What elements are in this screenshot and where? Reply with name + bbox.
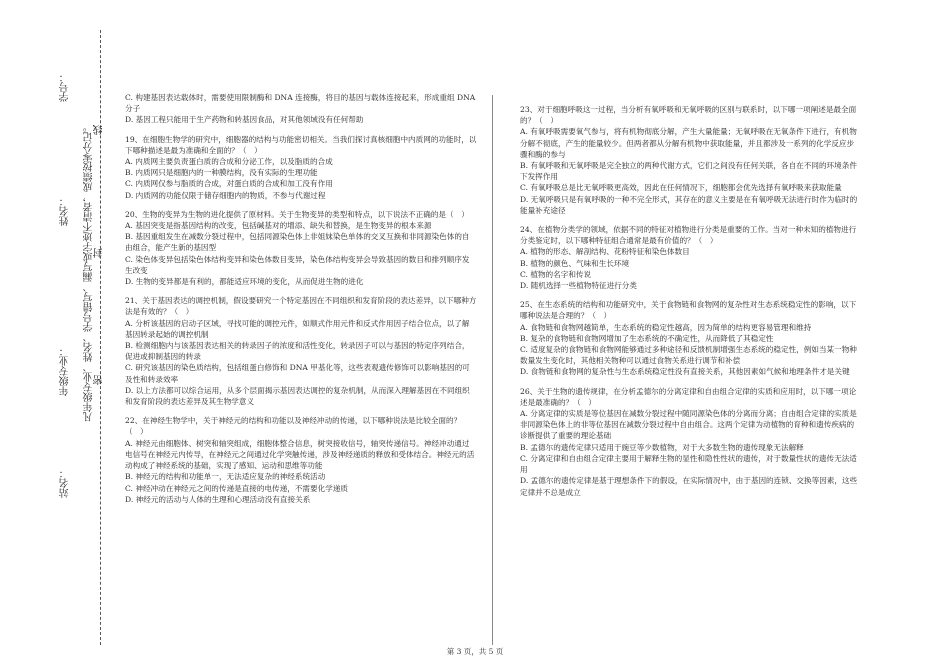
q19-stem: 19、在细胞生物学的研究中，细胞器的结构与功能密切相关。当我们探讨真核细胞中内质网的功能时，以下哪种描述是最为准确和全面的？（ ） [125,134,477,155]
q26-option-d: D. 孟德尔的遗传定律是基于理想条件下的假设，在实际情况中，由于基因的连锁、交换等因素，这些定律并不总是成立 [520,476,858,497]
q20-option-a: A. 基因突变是指基因结构的改变，包括碱基对的增添、缺失和替换，是生物变异的根本来源 [125,221,432,231]
q26-option-a: A. 分离定律的实质是等位基因在减数分裂过程中随同源染色体的分离而分离；自由组合定律的实质是非同源染色体上的非等位基因在减数分裂过程中自由组合。这两个定律为动植物的育种和遗传疾病的诊断提供了重要的理论基础 [520,409,857,441]
label-xingming: 姓名： [60,196,71,226]
question-19 [125,134,477,201]
q25-option-d: D. 食物链和食物网的复杂性与生态系统稳定性没有直接关系，其他因素如气候和地理条件才是关键 [520,367,850,377]
q22-option-d: D. 神经元的活动与人体的生理和心理活动没有直接关系 [125,494,311,504]
q21-stem: 21、关于基因表达的调控机制，假设要研究一个特定基因在不同组织和发育阶段的表达差异，以下哪种方法是有效的？（ ） [125,296,477,317]
q20-option-b: B. 基因重组发生在减数分裂过程中，包括同源染色体上非姐妹染色单体的交叉互换和非同源染色体的自由组合，能产生新的基因型 [125,232,470,253]
q24-option-b: B. 植物的颜色、气味和生长环境 [520,258,630,268]
q22-option-b: B. 神经元的结构和功能单一，无法适应复杂的神经系统活动 [125,472,326,482]
q23-option-c: C. 有氧呼吸总是比无氧呼吸更高效，因此在任何情况下，细胞都会优先选择有氧呼吸来获取能量 [520,183,842,193]
q18-option-d: D. 基因工程只能用于生产药物和转基因食品，对其他领域没有任何帮助 [125,115,364,125]
q19-option-c: C. 内质网仅参与脂质的合成，对蛋白质的合成和加工没有作用 [125,179,333,189]
question-25 [520,299,860,377]
label-banji: 年级专业： [60,346,71,396]
question-22 [125,415,477,505]
question-20 [125,209,477,287]
q26-stem: 26、关于生物的遗传规律，在分析孟德尔的分离定律和自由组合定律的实质和应用时，以下哪一项论述是最准确的？（ ） [520,386,857,407]
q23-option-d: D. 无氧呼吸只是有氧呼吸的一种不完全形式，其存在的意义主要是在有氧呼吸无法进行时作为临时的能量补充途径 [520,194,858,215]
seal-dashed-line [100,30,101,645]
q25-option-c: C. 适度复杂的食物链和食物网能够通过多种途径和反馈机制增强生态系统的稳定性，例如当某一物种数量发生变化时，其他相关物种可以通过食物关系进行调节和补偿 [520,345,857,366]
q20-option-c: C. 染色体变异包括染色体结构变异和染色体数目变异，染色体结构变异会导致基因的数目和排列顺序发生改变 [125,254,470,275]
question-24 [520,224,860,291]
question-26 [520,386,860,498]
left-column [125,92,477,505]
q20-stem: 20、生物的变异为生物的进化提供了原材料。关于生物变异的类型和特点，以下说法不正确的是（ ） [125,209,469,219]
q26-option-c: C. 分离定律和自由组合定律主要用于解释生物的显性和隐性性状的遗传，对于数量性状的遗传无法适用 [520,453,857,475]
q25-stem: 25、在生态系统的结构和功能研究中，关于食物链和食物网的复杂性对生态系统稳定性的影响，以下哪种说法是合理的？（ ） [520,300,857,321]
q24-option-a: A. 植物的形态、解剖结构、花粉特征和染色体数目 [520,247,690,257]
q20-option-d: D. 生物的变异都是有利的，都能适应环境的变化，从而促进生物的进化 [125,277,364,287]
column-divider [492,95,493,645]
q22-stem: 22、在神经生物学中，关于神经元的结构和功能以及神经冲动的传递，以下哪种说法是比较全面的？（ ） [125,416,462,437]
q25-option-b: B. 复杂的食物链和食物网增加了生态系统的不确定性，从而降低了其稳定性 [520,333,774,343]
label-zhanming: 站名： [60,468,71,498]
right-column [520,104,860,498]
q22-option-a: A. 神经元由细胞体、树突和轴突组成，细胞体整合信息，树突接收信号，轴突传递信号。神经冲动通过电信号在神经元内传导，在神经元之间通过化学突触传递，涉及神经递质的释放和受体结合。神经元的活动构成了神经系统的基础，实现了感知、运动和思维等功能 [125,438,475,471]
q24-option-d: D. 随机选择一些植物特征进行分类 [520,281,637,291]
q23-stem: 23、对于细胞呼吸这一过程，当分析有氧呼吸和无氧呼吸的区别与联系时，以下哪一项阐述是最全面的？（ ） [520,105,857,126]
q23-option-b: B. 有氧呼吸和无氧呼吸是完全独立的两种代谢方式，它们之间没有任何关联，各自在不同的环境条件下发挥作用 [520,161,857,182]
q21-option-d: D. 以上方法都可以综合运用，从多个层面揭示基因表达调控的复杂机制，从而深入理解基因在不同组织和发育阶段的表达差异及其生物学意义 [125,385,470,407]
question-21 [125,295,477,407]
label-xuehao: 学号： [60,72,71,102]
q21-option-a: A. 分析该基因的启动子区域，寻找可能的调控元件，如顺式作用元件和反式作用因子结合位点，以了解基因转录起始的调控机制 [125,318,470,339]
mark-mi: 密 [94,375,105,385]
q19-option-a: A. 内质网主要负责蛋白质的合成和分泌工作，以及脂质的合成 [125,157,333,167]
q23-option-a: A. 有氧呼吸需要氧气参与，将有机物彻底分解，产生大量能量；无氧呼吸在无氧条件下进行，有机物分解不彻底，产生的能量较少。但两者都从分解有机物中获取能量，并且都涉及一系列的化学反应步骤和酶的参与 [520,127,857,159]
binding-strip [0,0,110,672]
question-23 [520,104,860,216]
q24-stem: 24、在植物分类学的领域，依据不同的特征对植物进行分类是重要的工作。当对一种未知的植物进行分类鉴定时，以下哪种特征组合通常是最有价值的？（ ） [520,225,857,246]
q26-option-b: B. 孟德尔的遗传定律只适用于豌豆等少数植物，对于大多数生物的遗传现象无法解释 [520,442,804,452]
q19-option-d: D. 内质网的功能仅限于储存细胞内的物质，不参与代谢过程 [125,190,326,200]
page-number: 第 3 页，共 5 页 [446,647,504,656]
binding-warning: 凡年级专业、姓名、学号错写、漏写或字迹不清者，成绩按零分记。 [84,122,95,422]
question-18-tail [125,92,477,126]
q18-option-c: C. 构建基因表达载体时，需要使用限制酶和 DNA 连接酶，将目的基因与载体连接起来，形成重组 DNA 分子 [125,93,476,114]
mark-xian: 线 [94,125,105,135]
q19-option-b: B. 内质网只是细胞内的一种膜结构，没有实际的生理功能 [125,168,318,178]
mark-feng: 封 [94,248,105,258]
q25-option-a: A. 食物链和食物网越简单，生态系统的稳定性越高，因为简单的结构更容易管理和维持 [520,322,812,332]
q21-option-c: C. 研究该基因的染色质结构，包括组蛋白修饰和 DNA 甲基化等，这些表观遗传修饰可以影响基因的可及性和转录效率 [125,363,470,384]
q22-option-c: C. 神经冲动在神经元之间的传递是直接的电传递，不需要化学递质 [125,483,348,493]
q24-option-c: C. 植物的名字和传说 [520,269,592,279]
q21-option-b: B. 检测细胞内与该基因表达相关的转录因子的浓度和活性变化，转录因子可以与基因的特定序列结合，促进或抑制基因的转录 [125,341,470,362]
